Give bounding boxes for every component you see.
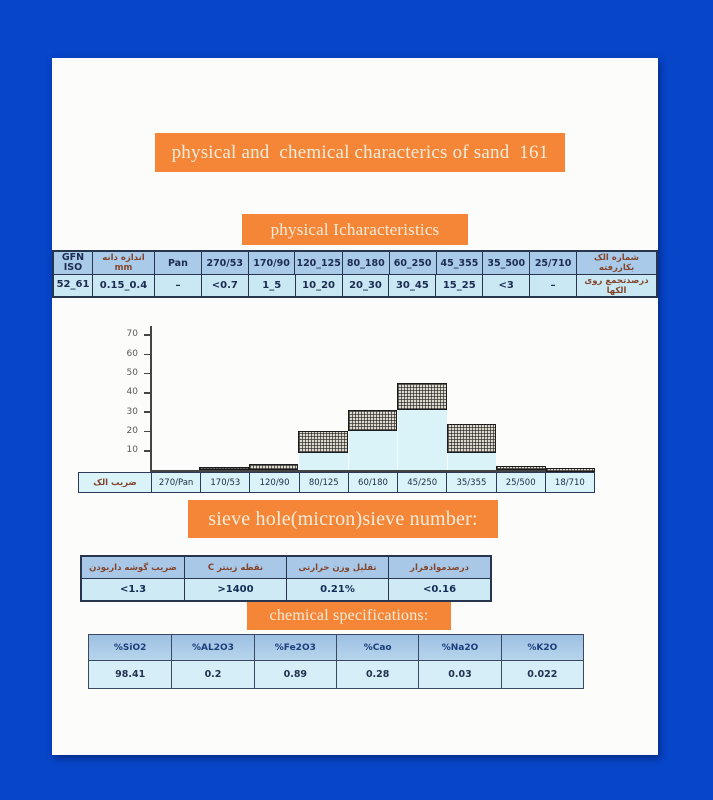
x-axis-category-cell-8: 18/710 (545, 473, 594, 492)
sieve-header-cell-7: 60_250 (389, 252, 436, 274)
sieve-value-cell-1: 0.15_0.4 (92, 275, 154, 296)
y-axis-tick (144, 334, 150, 336)
chemical-value-cell-1: 0.2 (171, 661, 253, 688)
sieve-header-cell-8: 45_355 (436, 252, 483, 274)
sieve-table-value-row (54, 275, 656, 296)
sieve-value-cell-11: درصدتجمع روی الکها (576, 275, 656, 296)
physical-value-cell-1: >1400 (184, 579, 286, 600)
sieve-header-cell-4: 170/90 (248, 252, 295, 274)
y-axis-tick-label: 20 (126, 425, 138, 436)
chemical-header-cell-0: %SiO2 (113, 642, 147, 653)
y-axis-tick-label: 50 (126, 368, 138, 378)
sieve-value-cell-5: 10_20 (295, 275, 342, 296)
sieve-header-cell-9: 35_500 (482, 252, 529, 274)
physical-properties-table (80, 555, 492, 602)
physical-header-cell-1: نقطه زینتر C (184, 557, 286, 578)
chemical-header-cell-4: %Na2O (418, 635, 500, 660)
y-axis-tick (144, 392, 150, 394)
chart-x-axis-table (78, 472, 595, 493)
sieve-distribution-chart (52, 308, 656, 500)
chemical-header-cell-2: %Fe2O3 (254, 635, 336, 660)
sieve-value-cell-6: 20_30 (342, 275, 389, 296)
sieve-header-cell-2: Pan (154, 252, 201, 274)
sieve-number-banner: sieve hole(micron)sieve number: (188, 500, 498, 538)
x-axis-category-cell-0: 270/Pan (151, 473, 200, 492)
sieve-distribution-table (52, 250, 658, 298)
sieve-value-cell-10: – (529, 275, 576, 296)
chemical-value-row (89, 661, 583, 688)
document-page (52, 58, 658, 755)
chemical-value-cell-4: 0.03 (418, 661, 500, 688)
y-axis-tick-label: 40 (126, 387, 138, 398)
sieve-header-cell-0: GFN ISO (61, 252, 85, 273)
chemical-composition-table (88, 634, 584, 689)
sieve-value-cell-2: – (154, 275, 201, 296)
chemical-value-cell-3: 0.28 (336, 661, 418, 688)
sieve-value-cell-4: 1_5 (248, 275, 295, 296)
y-axis-tick (144, 373, 150, 375)
title-banner: physical and chemical characterics of sand 161 (155, 133, 565, 172)
histogram-bar-fill (299, 453, 347, 470)
sieve-value-cell-8: 15_25 (435, 275, 482, 296)
x-axis-category-cell-2: 120/90 (249, 473, 298, 492)
chemical-value-cell-5: 0.022 (501, 661, 583, 688)
x-axis-category-cell-5: 45/250 (397, 473, 446, 492)
sieve-header-cell-6: 80_180 (342, 252, 389, 274)
histogram-bar-fill (448, 453, 496, 470)
chemical-value-cell-0: 98.41 (115, 669, 146, 680)
chemical-header-row (89, 635, 583, 661)
chemical-value-cell-2: 0.89 (254, 661, 336, 688)
x-axis-title-cell: ضریب الک (93, 477, 137, 488)
physical-header-cell-2: تقلیل وزن حرارتی (286, 557, 388, 578)
sieve-value-cell-0: 52_61 (56, 279, 90, 291)
sieve-header-cell-10: 25/710 (529, 252, 576, 274)
physical-props-value-row (82, 579, 490, 600)
histogram-bar (348, 410, 397, 431)
histogram-bar (298, 431, 347, 452)
sieve-header-cell-3: 270/53 (201, 252, 248, 274)
y-axis-tick (144, 450, 150, 452)
x-axis-category-cell-1: 170/53 (200, 473, 249, 492)
y-axis-tick-label: 30 (126, 406, 138, 417)
physical-value-cell-2: 0.21% (286, 579, 388, 600)
x-axis-category-cell-7: 25/500 (496, 473, 545, 492)
x-axis-category-cell-4: 60/180 (348, 473, 397, 492)
physical-value-cell-3: <0.16 (388, 579, 490, 600)
histogram-bar (249, 464, 298, 470)
physical-value-cell-0: <1.3 (119, 584, 147, 595)
sieve-table-header-row (54, 252, 656, 275)
y-axis-line (150, 326, 152, 470)
x-axis-category-cell-6: 35/355 (446, 473, 495, 492)
y-axis-tick-label: 60 (126, 348, 138, 359)
chemical-specifications-banner: chemical specifications: (247, 602, 451, 630)
histogram-bar (397, 383, 446, 410)
physical-header-cell-0: ضریب گوشه داربودن (89, 562, 177, 573)
y-axis-tick (144, 431, 150, 433)
sieve-header-cell-5: 120_125 (294, 252, 341, 274)
histogram-bar (199, 467, 248, 470)
chemical-header-cell-1: %AL2O3 (171, 635, 253, 660)
y-axis-tick-label: 10 (126, 445, 138, 456)
x-axis-category-cell-3: 80/125 (299, 473, 348, 492)
y-axis-tick-label: 70 (126, 329, 138, 340)
sieve-header-cell-1: اندازه دانه mm (92, 252, 154, 274)
sieve-header-cell-11: شماره الک بکاررفته (576, 252, 656, 274)
chemical-header-cell-5: %K2O (501, 635, 583, 660)
y-axis-tick (144, 354, 150, 356)
sieve-value-cell-9: <3 (482, 275, 529, 296)
physical-props-header-row (82, 557, 490, 579)
histogram-bar (447, 424, 496, 453)
y-axis-tick (144, 411, 150, 413)
physical-characteristics-banner: physical Icharacteristics (242, 214, 468, 245)
sieve-value-cell-3: <0.7 (201, 275, 248, 296)
histogram-bar-fill (398, 410, 446, 470)
histogram-bar (496, 466, 545, 470)
chemical-header-cell-3: %Cao (336, 635, 418, 660)
physical-header-cell-3: درصدموادفرار (388, 557, 490, 578)
sieve-value-cell-7: 30_45 (388, 275, 435, 296)
histogram-bar-fill (349, 431, 397, 470)
